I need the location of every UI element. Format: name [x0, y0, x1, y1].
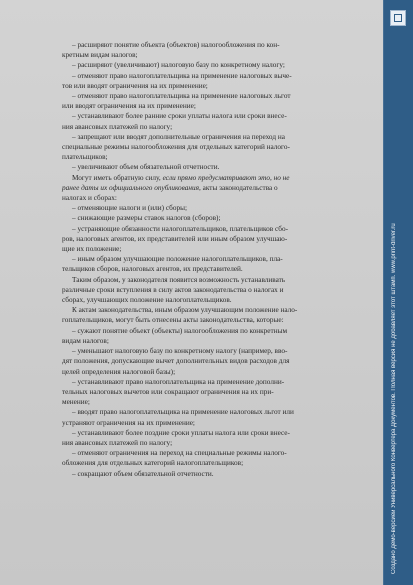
watermark-text: Создано демо-версией Универсального Конвертера Документов. Полная версия не добавляет этот штамп. www.print-driver.ru	[391, 223, 397, 574]
text-line: обложения для отдельных категорий налогоплательщиков;	[62, 459, 244, 468]
text-line: сборах, улучшающих положение налогоплательщиков.	[62, 296, 232, 305]
text-line: – устанавливают более поздние сроки уплаты налога или сроки внесе-	[72, 428, 290, 437]
text-line: – сужают понятие объект (объекты) налогообложения по конкретным	[72, 326, 288, 335]
logo-icon	[390, 10, 406, 26]
text-line: – иным образом улучшающие положение налогоплательщиков, пла-	[72, 255, 283, 264]
text-line: – расширяют понятие объекта (объектов) налогообложения по кон-	[72, 41, 280, 49]
text-line: ния авансовых платежей по налогу;	[62, 438, 173, 447]
text-line: К актам законодательства, иным образом улучшающим положение нало-	[72, 306, 298, 315]
text-line: – снижающие размеры ставок налогов (сборов);	[72, 214, 221, 223]
text-line: – сокращают объем обязательной отчетности.	[72, 469, 214, 478]
text-line: дят положения, допускающие вычет дополнительных видов расходов для	[62, 357, 290, 366]
text-line: – отменяют ограничения на переход на специальные режимы налого-	[72, 449, 287, 458]
text-line: – устанавливают более ранние сроки уплаты налога или сроки внесе-	[72, 112, 287, 121]
text-line: – отменяют право налогоплательщика на применение налоговых льгот	[72, 92, 291, 101]
text-line: целей определения налоговой базы);	[62, 367, 176, 376]
text-line: – вводят право налогоплательщика на применение налоговых льгот или	[72, 408, 294, 417]
document-text	[62, 40, 362, 479]
text-line: щие их положение;	[62, 245, 122, 254]
text-line: или вводят ограничения на их применение;	[62, 102, 196, 111]
text-line: видам налогов;	[62, 336, 109, 345]
text-line: Таким образом, у законодателя появится возможность устанавливать	[72, 275, 286, 284]
text-line: кретным видам налогов;	[62, 51, 138, 60]
italic-text: если прямо предусматривают это, но не	[162, 173, 290, 182]
text-line: ров, налоговых агентов, их представителей или иным образом улучшаю-	[62, 234, 288, 243]
text-line: – увеличивают объем обязательной отчетности.	[72, 163, 220, 172]
text-line: – отменяют право налогоплательщика на применение налоговых выче-	[72, 71, 292, 80]
text-line: – отменяющие налоги и (или) сборы;	[72, 204, 187, 213]
text-line: – устанавливают право налогоплательщика на применение дополни-	[72, 377, 285, 386]
italic-text: ранее даты их официального опубликования	[62, 183, 199, 192]
text-line: тов или вводят ограничения на их применение;	[62, 81, 208, 90]
text-line: различные сроки вступления в силу актов законодательства о налогах и	[62, 285, 284, 294]
text-line: специальные режимы налогообложения для отдельных категорий налого-	[62, 143, 290, 152]
text-line: – запрещают или вводят дополнительные ограничения на переход на	[72, 132, 285, 141]
text-line: тельных налоговых вычетов или сокращают ограничения на их при-	[62, 387, 274, 396]
text-line: ранее даты их официального опубликования, акты законодательства о	[62, 183, 278, 192]
text-line: плательщиков;	[62, 153, 108, 162]
text-line: тельщиков сборов, налоговых агентов, их представителей.	[62, 265, 243, 274]
text-line: – расширяют (увеличивают) налоговую базу по конкретному налогу;	[72, 61, 285, 70]
text-line: устраняют ограничения на их применение;	[62, 418, 195, 427]
text-line: менение;	[62, 398, 90, 407]
text-line: – устраняющие обязанности налогоплательщиков, плательщиков сбо-	[72, 224, 288, 233]
text-line: гоплательщиков, могут быть отнесены акты законодательства, которые:	[62, 316, 284, 325]
text-line: – уменьшают налоговую базу по конкретному налогу (например, вво-	[72, 347, 288, 356]
watermark-strip	[383, 0, 413, 585]
text-line: ния авансовых платежей по налогу;	[62, 122, 173, 131]
text-line: Могут иметь обратную силу, если прямо предусматривают это, но не	[72, 173, 290, 182]
text-line: налогах и сборах:	[62, 194, 117, 203]
